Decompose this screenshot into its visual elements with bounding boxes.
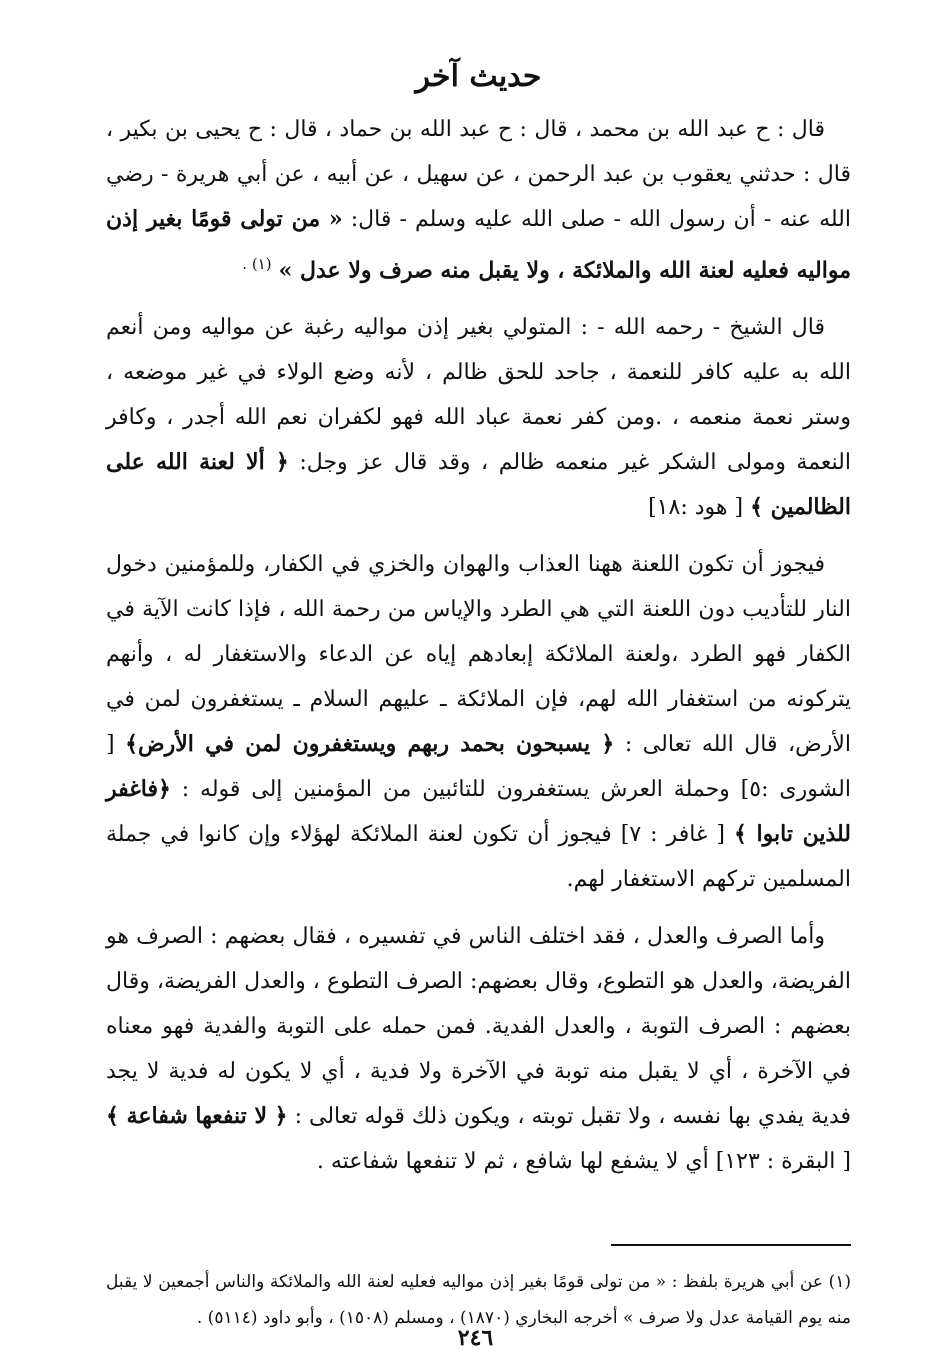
paragraph-2 [106, 305, 851, 530]
footnote-divider [611, 1244, 851, 1246]
paragraph-3-verse-1: ﴿ يسبحون بحمد ربهم ويستغفرون لمن في الأرض﴾ [125, 731, 615, 758]
paragraph-3 [106, 542, 851, 902]
page-number: ٢٤٦ [457, 1325, 494, 1351]
paragraph-3-text: فيجوز أن تكون اللعنة ههنا العذاب والهوان والخزي في الكفار، وللمؤمنين دخول النار للتأديب دون اللعنة التي هي الطرد والإياس من رحمة الله ، فإذا كانت الآية في الكفار فهو الطرد ،ولعنة الملائكة إبعادهم إياه عن الدعاء والاستغفار له ، وأنهم يتركونه من استغفار الله لهم، فإن الملائكة ـ عليهم السلام ـ يستغفرون لمن في الأرض، قال الله تعالى : [106, 552, 852, 758]
paragraph-1-hadith: « من تولى قومًا بغير إذن مواليه فعليه لعنة الله والملائكة ، ولا يقبل منه صرف ولا عدل » [106, 206, 851, 284]
paragraph-3-ending: [ غافر : ٧] فيجوز أن تكون لعنة الملائكة لهؤلاء وإن كانوا في جملة المسلمين تركهم الاستغفار لهم. [106, 822, 851, 893]
footnote: (١) عن أبي هريرة بلفظ : « من تولى قومًا بغير إذن مواليه فعليه لعنة الله والملائكة والناس أجمعين لا يقبل منه يوم القيامة عدل ولا صرف » أخرجه البخاري (١٨٧٠) ، ومسلم (١٥٠٨) ، وأبو داود (٥١١٤) . [106, 1272, 852, 1329]
footnote-marker: (١) . [242, 255, 272, 273]
paragraph-4-verse: ﴿ لا تنفعها شفاعة ﴾ [106, 1103, 288, 1130]
paragraph-4 [106, 914, 851, 1184]
paragraph-4-ending: [ البقرة : ١٢٣] أي لا يشفع لها شافع ، ثم لا تنفعها شفاعته . [316, 1149, 851, 1175]
paragraph-3-verse-2: ﴿فاغفر للذين تابوا ﴾ [106, 776, 851, 848]
paragraph-1-text: قال : ح عبد الله بن محمد ، قال : ح عبد الله بن حماد ، قال : ح يحيى بن بكير ، قال : حدثني يعقوب بن عبد الرحمن ، عن سهيل ، عن أبيه ، عن أبي هريرة - رضي الله عنه - أن رسول الله - صلى الله عليه وسلم - قال: [106, 117, 852, 232]
paragraph-2-verse: ﴿ ألا لعنة الله على الظالمين ﴾ [106, 449, 851, 521]
page-heading: حديث آخر [415, 59, 542, 94]
paragraph-4-text: وأما الصرف والعدل ، فقد اختلف الناس في تفسيره ، فقال بعضهم : الصرف هو الفريضة، والعدل هو التطوع، وقال بعضهم: الصرف التطوع ، والعدل الفريضة، وقال بعضهم : الصرف التوبة ، والعدل الفدية. فمن حمله على التوبة والفدية فهو معناه في الآخرة ، أي لا يقبل منه توبة في الآخرة ولا فدية ، أي لا يكون له فدية لا يجد فدية يفدي بها نفسه ، ولا تقبل توبته ، ويكون ذلك قوله تعالى : [106, 924, 852, 1130]
paragraph-1 [106, 107, 851, 293]
paragraph-2-text: قال الشيخ - رحمه الله - : المتولي بغير إذن مواليه رغبة عن مواليه ومن أنعم الله به عليه كافر للنعمة ، جاحد للحق ظالم ، لأنه وضع الولاء في غير موضعه ، وستر نعمة منعمه ، .ومن كفر نعمة عباد الله فهو لكفران نعم الله أجدر ، وكافر النعمة ومولى الشكر غير منعمه ظالم ، وقد قال عز وجل: [106, 315, 851, 476]
paragraph-3-middle: [ الشورى :٥] وحملة العرش يستغفرون للتائبين من المؤمنين إلى قوله : [106, 732, 852, 803]
paragraph-2-citation: [ هود :١٨] [648, 495, 751, 521]
